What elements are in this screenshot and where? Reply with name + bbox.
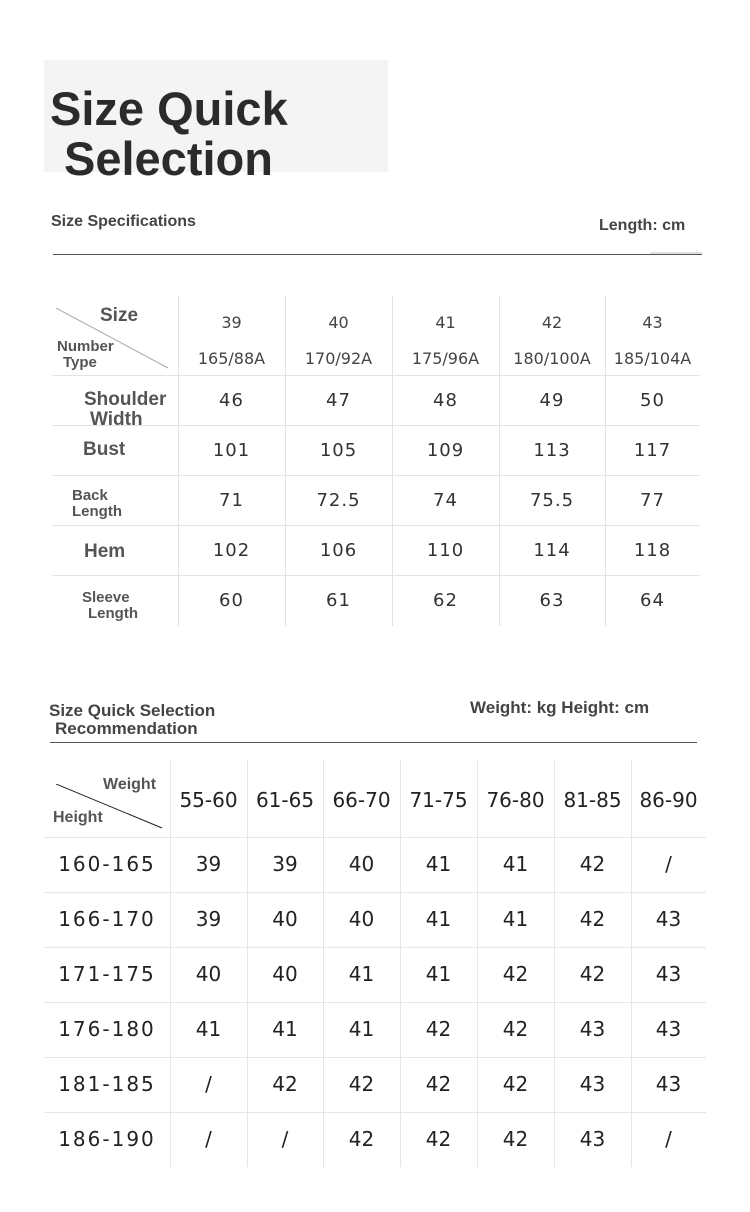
spec-row-label-line1: Back Length — [72, 487, 122, 520]
height-range: 171-175 — [58, 962, 156, 986]
spec-value: 75.5 — [529, 490, 575, 511]
corner-weight-label: Weight — [103, 776, 157, 793]
page-title-line1: Size Quick — [50, 82, 288, 135]
recommended-size: 41 — [272, 1017, 298, 1041]
corner-type-label — [57, 339, 114, 371]
spec-row-label-line1: Bust — [83, 439, 126, 460]
recommended-size: 41 — [348, 962, 375, 986]
spec-value: 62 — [433, 590, 458, 611]
size-number-type: 180/100A — [513, 349, 591, 368]
size-number-type: 170/92A — [304, 349, 373, 368]
recommended-size: 40 — [272, 962, 298, 986]
page-title — [50, 84, 288, 184]
recommended-size: 42 — [579, 907, 606, 931]
spec-column-divider — [392, 296, 393, 626]
weight-range: 76-80 — [486, 788, 545, 812]
recommended-size: 42 — [579, 962, 606, 986]
spec-row-divider — [52, 475, 700, 476]
spec-value: 106 — [319, 540, 358, 561]
size-number-type: 165/88A — [197, 349, 266, 368]
spec-divider — [53, 254, 702, 255]
spec-row-label — [83, 440, 125, 460]
recommended-size: 43 — [655, 1017, 682, 1041]
spec-value: 105 — [319, 440, 358, 461]
spec-row-label-line2: Length — [88, 605, 138, 622]
spec-value: 60 — [219, 590, 244, 611]
spec-value: 63 — [539, 590, 565, 611]
corner-type-line1: Number — [57, 338, 114, 355]
height-range: 166-170 — [58, 907, 156, 931]
spec-value: 50 — [640, 390, 665, 411]
spec-value: 113 — [533, 440, 571, 461]
spec-value: 47 — [326, 390, 351, 411]
recommended-size: 42 — [502, 1072, 529, 1096]
rec-section-label-line1: Size Quick Selection — [49, 701, 216, 720]
spec-row-label-line1: Sleeve — [82, 589, 130, 606]
rec-row-divider — [44, 1002, 706, 1003]
spec-value: 109 — [426, 440, 465, 461]
recommended-size: 43 — [579, 1127, 606, 1151]
spec-value: 64 — [640, 590, 665, 611]
spec-column-divider — [285, 296, 286, 626]
rec-divider — [50, 742, 697, 743]
recommended-size: 42 — [425, 1072, 452, 1096]
height-range: 160-165 — [58, 852, 156, 876]
corner-height-label: Height — [53, 809, 103, 826]
recommended-size: 42 — [502, 962, 529, 986]
spec-row-label-line2: Width — [90, 409, 143, 430]
recommended-size: 42 — [348, 1127, 375, 1151]
recommended-size: / — [281, 1127, 289, 1151]
spec-row-label-line1: Hem — [84, 541, 126, 562]
spec-row-divider — [52, 575, 700, 576]
recommended-size: / — [665, 852, 672, 876]
page-title-line2: Selection — [64, 132, 273, 185]
spec-column-divider — [499, 296, 500, 626]
size-code: 42 — [541, 313, 563, 332]
size-code: 43 — [642, 313, 663, 332]
recommended-size: 39 — [195, 907, 222, 931]
recommended-size: 41 — [348, 1017, 375, 1041]
recommended-size: 41 — [502, 852, 529, 876]
spec-row-divider — [52, 525, 700, 526]
spec-value: 114 — [533, 540, 571, 561]
weight-range: 71-75 — [409, 788, 468, 812]
recommended-size: 39 — [195, 852, 222, 876]
spec-value: 74 — [433, 490, 458, 511]
spec-row-label — [82, 590, 138, 622]
rec-row-divider — [44, 1057, 706, 1058]
size-code: 40 — [328, 313, 349, 332]
spec-row-label — [84, 542, 125, 562]
recommended-size: 42 — [425, 1017, 452, 1041]
size-code: 41 — [435, 313, 456, 332]
spec-row-label — [84, 390, 166, 430]
recommended-size: / — [665, 1127, 672, 1151]
size-number-type: 185/104A — [613, 349, 692, 368]
recommended-size: / — [205, 1127, 212, 1151]
recommended-size: 43 — [655, 962, 682, 986]
spec-value: 48 — [433, 390, 458, 411]
spec-value: 101 — [212, 440, 251, 461]
spec-unit-label: Length: cm — [599, 217, 686, 234]
recommended-size: 42 — [579, 852, 606, 876]
recommended-size: 40 — [348, 907, 375, 931]
rec-section-label — [49, 702, 215, 738]
height-range: 176-180 — [58, 1017, 156, 1041]
recommended-size: 41 — [425, 962, 452, 986]
weight-range: 66-70 — [332, 788, 391, 812]
rec-unit-label: Weight: kg Height: cm — [470, 698, 650, 717]
weight-range: 86-90 — [639, 788, 698, 812]
recommended-size: 41 — [425, 852, 452, 876]
spec-row-label — [72, 488, 122, 520]
rec-row-divider — [44, 892, 706, 893]
rec-row-divider — [44, 1112, 706, 1113]
weight-range: 61-65 — [255, 788, 315, 812]
spec-column-divider — [605, 296, 606, 626]
spec-divider-accent — [650, 252, 702, 254]
recommended-size: 43 — [655, 907, 682, 931]
recommended-size: 40 — [348, 852, 375, 876]
spec-row-label-line1: Shoulder — [84, 389, 167, 410]
spec-value: 102 — [212, 540, 251, 561]
recommended-size: 40 — [272, 907, 298, 931]
height-range: 181-185 — [58, 1072, 156, 1096]
recommended-size: 42 — [272, 1072, 298, 1096]
corner-type-line2: Type — [63, 354, 97, 371]
spec-column-divider — [178, 296, 179, 626]
recommended-size: 42 — [348, 1072, 375, 1096]
recommended-size: 43 — [655, 1072, 682, 1096]
spec-value: 61 — [326, 590, 351, 611]
rec-section-label-line2: Recommendation — [55, 719, 198, 738]
weight-range: 81-85 — [563, 788, 622, 812]
recommended-size: 43 — [579, 1072, 606, 1096]
recommended-size: 41 — [502, 907, 529, 931]
spec-row-divider — [52, 375, 700, 376]
size-code: 39 — [221, 313, 242, 332]
recommended-size: 40 — [195, 962, 222, 986]
recommended-size: 42 — [425, 1127, 452, 1151]
weight-range: 55-60 — [179, 788, 238, 812]
spec-value: 72.5 — [316, 490, 361, 511]
recommended-size: 42 — [502, 1017, 529, 1041]
height-range: 186-190 — [58, 1127, 156, 1151]
recommended-size: 41 — [195, 1017, 222, 1041]
rec-row-divider — [44, 837, 706, 838]
recommended-size: 43 — [579, 1017, 606, 1041]
spec-value: 49 — [539, 390, 565, 411]
recommended-size: 41 — [425, 907, 452, 931]
spec-value: 118 — [633, 540, 672, 561]
recommended-size: / — [205, 1072, 212, 1096]
spec-value: 77 — [640, 490, 665, 511]
corner-size-label: Size — [100, 305, 139, 326]
spec-value: 117 — [633, 440, 672, 461]
rec-row-divider — [44, 947, 706, 948]
spec-value: 110 — [426, 540, 465, 561]
spec-section-label: Size Specifications — [51, 213, 196, 230]
spec-value: 46 — [219, 390, 244, 411]
recommended-size: 42 — [502, 1127, 529, 1151]
spec-value: 71 — [219, 490, 244, 511]
recommended-size: 39 — [272, 852, 298, 876]
size-number-type: 175/96A — [411, 349, 480, 368]
